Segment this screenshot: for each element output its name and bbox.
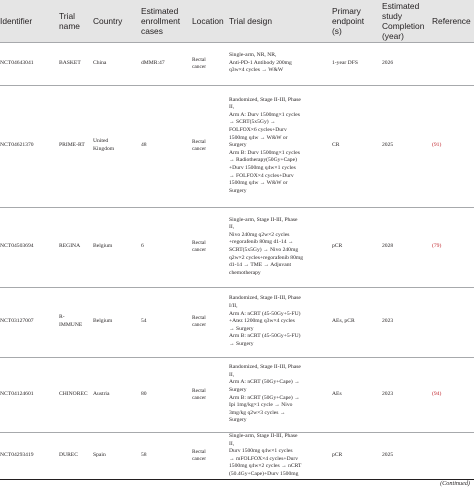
- trial-identifier: NCT04621370: [0, 85, 56, 207]
- trial-name: REGINA: [56, 207, 90, 287]
- trial-identifier: NCT04503694: [0, 207, 56, 287]
- trial-reference: [429, 207, 474, 287]
- trial-design: Randomized, Stage II-III, Phase I/II, Arm A: nCRT (45-50Gy+5-FU) +Atez 1200mg q3w×4 cycles → Surgery Arm B: nCRT (45-50Gy+5-FU) → Surgery: [226, 287, 329, 357]
- trial-location: Rectal cancer: [189, 287, 226, 357]
- trial-name: DUREC: [56, 432, 90, 479]
- reference-link[interactable]: (91): [432, 142, 442, 149]
- trial-location: Rectal cancer: [189, 357, 226, 432]
- trial-country: Spain: [90, 432, 138, 479]
- trial-design: Single-arm, Stage II-III, Phase II, Nivo 240mg q2w×2 cycles +regorafenib 80mg d1-14 → SCRT(5x5Gy) → Nivo 240mg q2w×2 cycles+regorafenib 80mg d1-14 → TME → Adjuvant chemotherapy: [226, 207, 329, 287]
- trial-completion-year: 2025: [379, 432, 429, 479]
- trial-completion-year: 2026: [379, 42, 429, 85]
- header-row: [0, 0, 474, 42]
- trial-name: CHINOREC: [56, 357, 90, 432]
- header-completion-year: Estimated study Completion (year): [379, 0, 429, 42]
- reference-link[interactable]: (94): [432, 390, 442, 397]
- reference-link[interactable]: (79): [432, 243, 442, 250]
- trial-completion-year: 2023: [379, 357, 429, 432]
- trial-identifier: NCT04124601: [0, 357, 56, 432]
- trial-design: Randomized, Stage II-III, Phase II, Arm A: Durv 1500mg×1 cycles → SCRT(5x5Gy) → FOLFOX×6 cycles+Durv 1500mg q4w → W&W or Surgery Arm B: Durv 1500mg×1 cycles → Radiotherapy(50Gy+Cape) +Durv 1500mg q4w×1 cycles → FOLFOX×4 cycles+Durv 1500mg q4w → W&W or Surgery: [226, 85, 329, 207]
- trial-design: Single-arm, NR, NR, Anti-PD-1 Antibody 200mg q3w×4 cycles → W&W: [226, 42, 329, 85]
- trial-enrollment: 48: [138, 85, 189, 207]
- trial-enrollment: dMMR:47: [138, 42, 189, 85]
- trial-enrollment: 80: [138, 357, 189, 432]
- table-row: [0, 357, 474, 432]
- header-location: Location: [189, 0, 226, 42]
- header-reference: Reference: [429, 0, 474, 42]
- table-row: [0, 42, 474, 85]
- trial-identifier: NCT04643041: [0, 42, 56, 85]
- trial-location: Rectal cancer: [189, 207, 226, 287]
- header-enrollment: Estimated enrollment cases: [138, 0, 189, 42]
- trial-endpoint: AEs: [329, 357, 379, 432]
- table-row: [0, 432, 474, 479]
- header-country: Country: [90, 0, 138, 42]
- trial-reference: [429, 42, 474, 85]
- trial-enrollment: 6: [138, 207, 189, 287]
- trial-completion-year: 2028: [379, 207, 429, 287]
- header-identifier: Identifier: [0, 0, 56, 42]
- trial-location: Rectal cancer: [189, 432, 226, 479]
- trial-endpoint: 1-year DFS: [329, 42, 379, 85]
- table-row: [0, 85, 474, 207]
- trial-completion-year: 2025: [379, 85, 429, 207]
- trial-name: PRIME-RT: [56, 85, 90, 207]
- trial-name: BASKET: [56, 42, 90, 85]
- trial-location: Rectal cancer: [189, 42, 226, 85]
- trial-completion-year: 2023: [379, 287, 429, 357]
- trial-enrollment: 58: [138, 432, 189, 479]
- trial-endpoint: pCR: [329, 432, 379, 479]
- table-row: [0, 207, 474, 287]
- trial-identifier: NCT04293419: [0, 432, 56, 479]
- header-trial-design: Trial design: [226, 0, 329, 42]
- trial-reference: [429, 357, 474, 432]
- trial-location: Rectal cancer: [189, 85, 226, 207]
- trial-name: R- IMMUNE: [56, 287, 90, 357]
- header-primary-endpoint: Primary endpoint (s): [329, 0, 379, 42]
- trial-reference: [429, 85, 474, 207]
- trial-country: United Kingdom: [90, 85, 138, 207]
- trial-design: Single-arm, Stage II-III, Phase II, Durv 1500mg q4w×1 cycles → mFOLFOX×4 cycles+Durv 1500mg q4w×2 cycles → nCRT (50.4Gy+Cape)+Durv 1500mg: [226, 432, 329, 479]
- trial-identifier: NCT03127007: [0, 287, 56, 357]
- trial-country: China: [90, 42, 138, 85]
- trial-enrollment: 54: [138, 287, 189, 357]
- trial-reference: [429, 287, 474, 357]
- header-trial-name: Trial name: [56, 0, 90, 42]
- trial-country: Austria: [90, 357, 138, 432]
- trial-country: Belgium: [90, 287, 138, 357]
- table-row: [0, 287, 474, 357]
- continued-note: (Continued): [440, 480, 470, 487]
- trial-country: Belgium: [90, 207, 138, 287]
- trial-reference: [429, 432, 474, 479]
- trial-design: Randomized, Stage II-III, Phase II, Arm A: nCRT (50Gy+Cape) → Surgery Arm B: nCRT (50Gy+Cape) → Ipi 1mg/kg×1 cycle → Nivo 3mg/kg q2w×3 cycles → Surgery: [226, 357, 329, 432]
- trial-endpoint: CR: [329, 85, 379, 207]
- trial-endpoint: AEs, pCR: [329, 287, 379, 357]
- trial-endpoint: pCR: [329, 207, 379, 287]
- table-bottom-rule: [0, 479, 474, 480]
